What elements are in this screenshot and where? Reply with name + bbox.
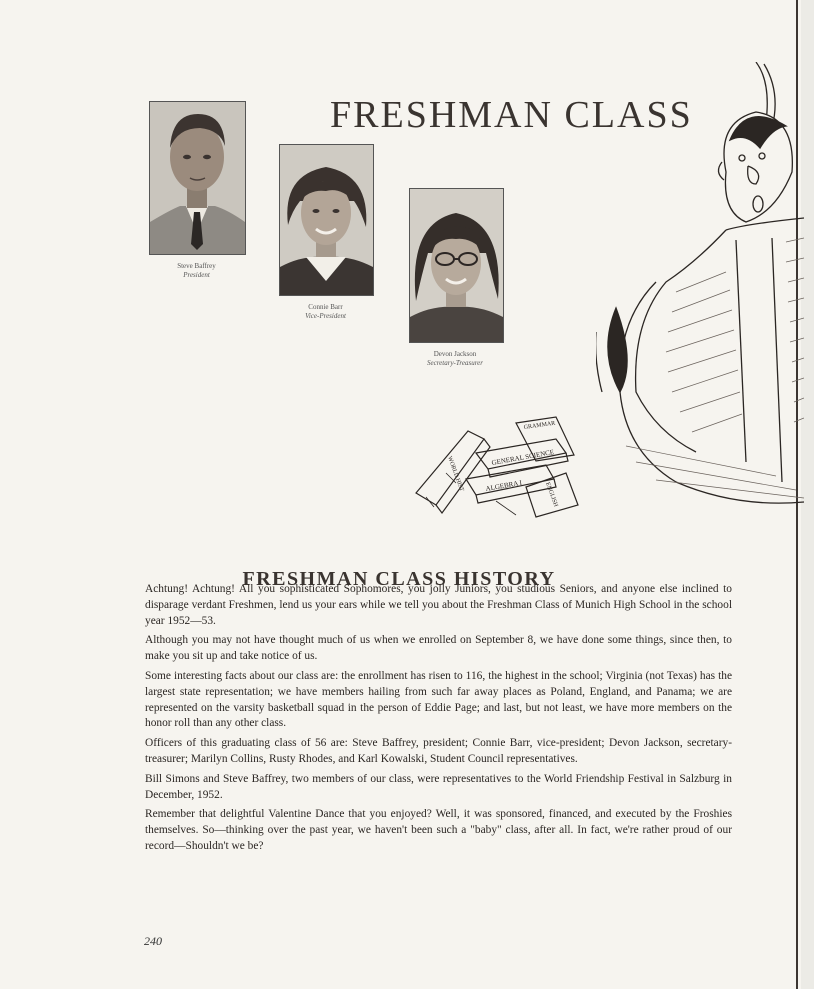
officer-name: Steve Baffrey [177,262,216,270]
book-label-algebra: ALGEBRA I [484,478,523,493]
officer-role: Secretary-Treasurer [427,359,483,367]
books-illustration [406,413,586,525]
portrait-vice-president [279,144,374,296]
history-paragraph: Although you may not have thought much of us when we enrolled on September 8, we have done some things, since then, to make you sit up and take notice of us. [145,634,732,663]
cartoon-figure-illustration [596,62,804,532]
book-label-world-hist: WORLD HIST [446,455,465,493]
history-paragraph: Bill Simons and Steve Baffrey, two members of our class, were representatives to the World Friendship Festival in Salzburg in December, 1952. [145,772,732,801]
history-paragraph: Achtung! Achtung! All you sophisticated Sophomores, you jolly Juniors, you studious Seniors, and anyone else inclined to disparage verdant Freshmen, lend us your ears while we tell you about the Freshman Class of Munich High School in the school year 1952—53. [145,583,732,627]
caption-secretary-treasurer [400,350,510,368]
officer-role: Vice-President [305,312,346,320]
page-title: FRESHMAN CLASS [330,94,693,137]
portrait-president [149,101,246,255]
caption-vice-president [279,303,372,321]
history-section-title: FRESHMAN CLASS HISTORY [242,567,556,590]
officer-role: President [183,271,210,279]
book-label-english: ENGLISH [544,481,559,508]
history-paragraph: Some interesting facts about our class are: the enrollment has risen to 116, the highest in the school; Virginia (not Texas) has the largest state representation; we have members hailing from such far away places as Poland, England, and Panama; we are represented on the varsity basketball squad in the person of Eddie Page; and last, but not least, we have more members on the honor roll than any other class. [145,669,732,730]
officer-name: Devon Jackson [433,350,477,358]
book-label-general-science: GENERAL SCIENCE [490,448,555,467]
portrait-secretary-treasurer [409,188,504,343]
caption-president [149,262,244,280]
book-label-grammar: GRAMMAR [523,420,556,431]
history-paragraph: Remember that delightful Valentine Dance that you enjoyed? Well, it was sponsored, financed, and executed by the Froshies themselves. So—thinking over the past year, we haven't been such a "baby" class, after all. In fact, we're rather proud of our record—Shouldn't we be? [145,808,732,852]
officer-name: Connie Barr [308,303,343,311]
history-paragraph: Officers of this graduating class of 56 are: Steve Baffrey, president; Connie Barr, vice-president; Devon Jackson, secretary-treasurer; Marilyn Collins, Rusty Rhodes, and Karl Kowalski, Student Council representatives. [145,737,732,765]
history-body [145,582,732,859]
page-number: 240 [144,934,162,948]
